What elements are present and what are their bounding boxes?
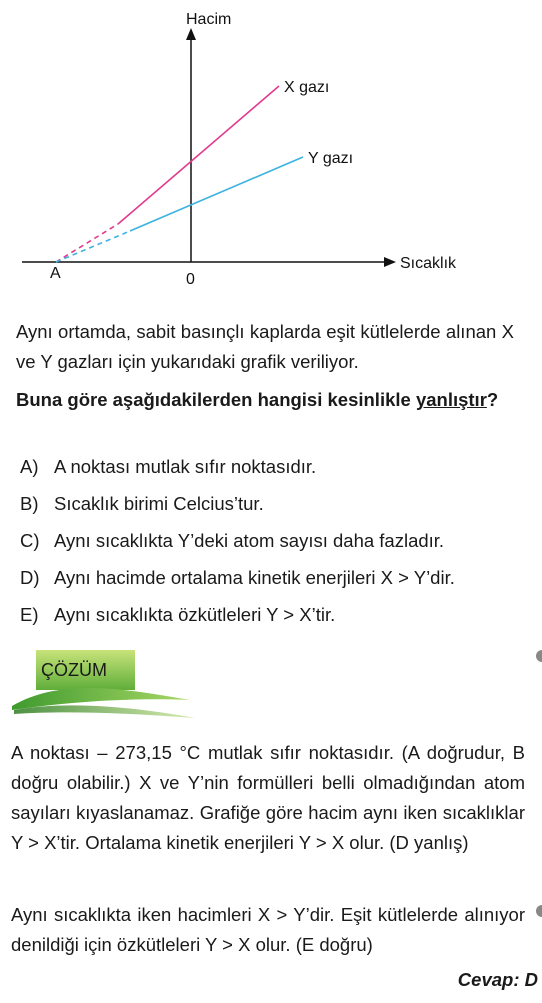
badge-wave-lower: [14, 705, 195, 718]
question-prompt: [16, 385, 514, 415]
option-text: Aynı sıcaklıkta Y’deki atom sayısı daha fazladır.: [54, 530, 445, 551]
option-c[interactable]: [20, 528, 444, 554]
option-letter: D): [20, 567, 40, 588]
option-e[interactable]: [20, 602, 335, 628]
x-gas-extrapolated-line: [56, 224, 118, 262]
question-stem: Aynı ortamda, sabit basınçlı kaplarda eşit kütlelerde alınan X ve Y gazları için yukarıdaki grafik veriliyor.: [16, 321, 514, 372]
answer-label: Cevap: D: [457, 969, 538, 990]
option-b[interactable]: [20, 491, 264, 517]
y-gas-label: Y gazı: [308, 150, 354, 167]
badge-label: ÇÖZÜM: [41, 660, 107, 680]
option-a[interactable]: [20, 454, 316, 480]
option-text: Aynı sıcaklıkta özkütleleri Y > X’tir.: [54, 604, 336, 625]
y-gas-extrapolated-line: [56, 231, 130, 262]
y-axis-arrow: [186, 28, 196, 40]
option-text: A noktası mutlak sıfır noktasıdır.: [54, 456, 317, 477]
question-mark: ?: [486, 389, 499, 410]
option-letter: E): [20, 604, 39, 625]
option-letter: B): [20, 493, 39, 514]
question-emphasis: yanlıştır: [415, 389, 487, 410]
solution-paragraph-1: A noktası – 273,15 °C mutlak sıfır noktasıdır. (A doğrudur, B doğru olabilir.) X ve Y’nin formülleri belli olmadığından atom sayıları kıyaslanamaz. Grafiğe göre hacim aynı iken sıcaklıklar Y > X’tir. Ortalama kinetik enerjileri Y > X olur. (D yanlış): [11, 742, 525, 853]
edge-binder-mark: [536, 650, 542, 662]
x-gas-line: [118, 86, 279, 224]
volume-temperature-graph: [0, 0, 542, 300]
option-letter: A): [20, 456, 39, 477]
option-text: Sıcaklık birimi Celcius’tur.: [54, 493, 264, 514]
x-axis-arrow: [384, 257, 396, 267]
x-axis-label: Sıcaklık: [400, 255, 457, 272]
y-gas-line: [130, 157, 303, 231]
point-a-label: A: [50, 265, 61, 282]
x-gas-label: X gazı: [284, 79, 330, 96]
origin-label: 0: [186, 271, 195, 288]
option-text: Aynı hacimde ortalama kinetik enerjileri X > Y’dir.: [54, 567, 455, 588]
edge-binder-mark: [536, 905, 542, 917]
option-d[interactable]: [20, 565, 455, 591]
option-letter: C): [20, 530, 40, 551]
solution-badge: [0, 648, 200, 722]
question-prompt-text: Buna göre aşağıdakilerden hangisi kesinlikle: [16, 389, 411, 410]
y-axis-label: Hacim: [186, 11, 232, 28]
solution-paragraph-2: Aynı sıcaklıkta iken hacimleri X > Y’dir. Eşit kütlelerde alınıyor denildiği için özkütleleri Y > X olur. (E doğru): [11, 904, 525, 955]
